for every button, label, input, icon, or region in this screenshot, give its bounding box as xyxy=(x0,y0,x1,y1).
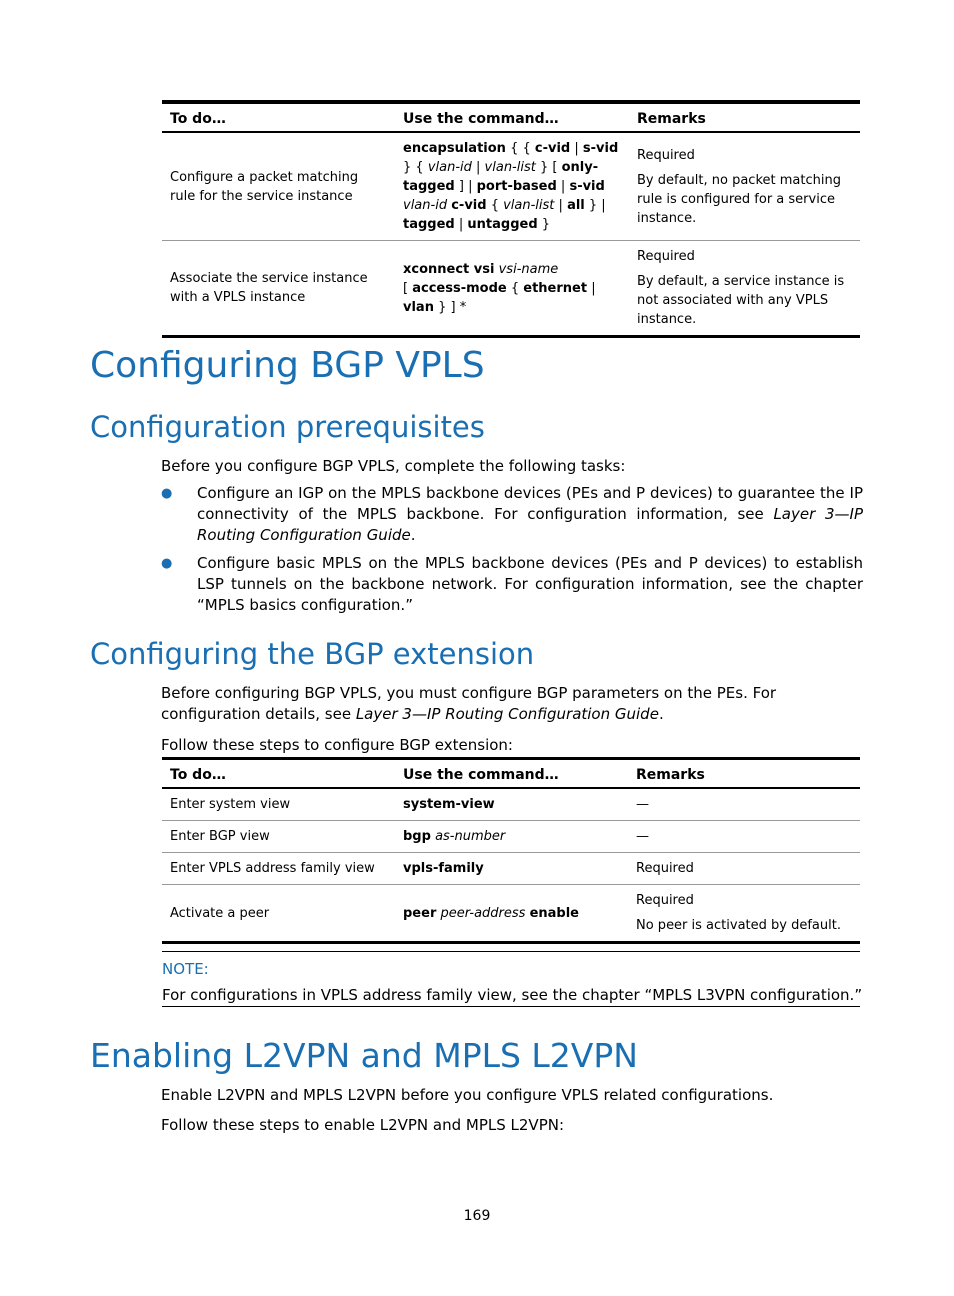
prereq-intro: Before you configure BGP VPLS, complete the following tasks: xyxy=(161,457,626,475)
l2vpn-follow: Follow these steps to enable L2VPN and MPLS L2VPN: xyxy=(161,1116,565,1134)
note-divider-top xyxy=(162,951,860,952)
table-row xyxy=(162,853,860,885)
cell-todo: Enter system view xyxy=(170,797,291,812)
cell-command: system-view xyxy=(403,797,495,812)
header-todo: To do… xyxy=(162,102,395,132)
bullet-icon: ● xyxy=(161,556,173,571)
remark-required: Required xyxy=(637,147,695,163)
note-text: For configurations in VPLS address family view, see the chapter “MPLS L3VPN configuration.” xyxy=(162,986,863,1004)
table-row xyxy=(162,132,860,241)
bgp-extension-intro: Before configuring BGP VPLS, you must configure BGP parameters on the PEs. For configuration details, see Layer 3—IP Routing Configuration Guide. xyxy=(161,684,777,723)
remark-default: No peer is activated by default. xyxy=(636,918,841,933)
cell-todo: Activate a peer xyxy=(162,885,395,943)
bgp-extension-follow: Follow these steps to configure BGP extension: xyxy=(161,736,513,754)
cell-command: vpls-family xyxy=(395,853,628,885)
cell-todo: Enter VPLS address family view xyxy=(162,853,395,885)
cell-todo: Configure a packet matching rule for the service instance xyxy=(170,169,359,204)
bullet-text: Configure an IGP on the MPLS backbone devices (PEs and P devices) to guarantee the IP connectivity of the MPLS backbone. For configuration information, see Layer 3—IP Routing Configuration Guide. xyxy=(197,484,863,544)
bullet-text: Configure basic MPLS on the MPLS backbone devices (PEs and P devices) to establish LSP tunnels on the backbone network. For configuration information, see the chapter “MPLS basics configuration.” xyxy=(197,554,863,614)
remark-default: By default, no packet matching rule is configured for a service instance. xyxy=(637,172,841,226)
cell-todo: Enter BGP view xyxy=(162,821,395,853)
table-row xyxy=(162,821,860,853)
command-table-bgp-extension xyxy=(162,757,860,944)
heading-configuring-bgp-vpls: Configuring BGP VPLS xyxy=(90,345,485,386)
header-remarks: Remarks xyxy=(628,759,860,789)
cell-remarks: — xyxy=(636,797,649,812)
command-table-service-instance xyxy=(162,100,860,338)
header-remarks: Remarks xyxy=(629,102,860,132)
l2vpn-intro: Enable L2VPN and MPLS L2VPN before you configure VPLS related configurations. xyxy=(161,1086,774,1104)
cell-todo: Associate the service instance with a VPLS instance xyxy=(162,241,395,337)
remark-required: Required xyxy=(636,893,694,908)
table-row xyxy=(162,241,860,337)
note-divider-bottom xyxy=(162,1006,860,1007)
table-row xyxy=(162,885,860,943)
bullet-icon: ● xyxy=(161,486,173,501)
cell-remarks xyxy=(629,132,860,241)
cell-command xyxy=(395,241,629,337)
cell-command: peer peer-address enable xyxy=(395,885,628,943)
heading-configuration-prerequisites: Configuration prerequisites xyxy=(90,410,485,444)
header-todo: To do… xyxy=(162,759,395,789)
cell-remarks xyxy=(629,241,860,337)
note-label: NOTE: xyxy=(162,960,209,978)
page-number: 169 xyxy=(463,1208,491,1224)
cell-remarks xyxy=(628,885,860,943)
command-line: xconnect vsi vsi-name xyxy=(403,261,559,277)
cell-remarks: — xyxy=(628,821,860,853)
heading-configuring-bgp-extension: Configuring the BGP extension xyxy=(90,637,535,671)
cell-command: bgp as-number xyxy=(395,821,628,853)
header-command: Use the command… xyxy=(395,102,629,132)
table-row xyxy=(162,788,860,821)
command-line: [ access-mode { ethernet | vlan } ] * xyxy=(403,280,596,315)
remark-default: By default, a service instance is not associated with any VPLS instance. xyxy=(637,274,845,327)
cell-remarks: Required xyxy=(628,853,860,885)
remark-required: Required xyxy=(637,249,695,264)
header-command: Use the command… xyxy=(395,759,628,789)
heading-enabling-l2vpn: Enabling L2VPN and MPLS L2VPN xyxy=(90,1036,638,1075)
cell-command: encapsulation { { c-vid | s-vid } { vlan-id | vlan-list } [ only-tagged ] | port-based | s-vid vlan-id c-vid { vlan-list | all } | tagged | untagged } xyxy=(403,141,619,232)
